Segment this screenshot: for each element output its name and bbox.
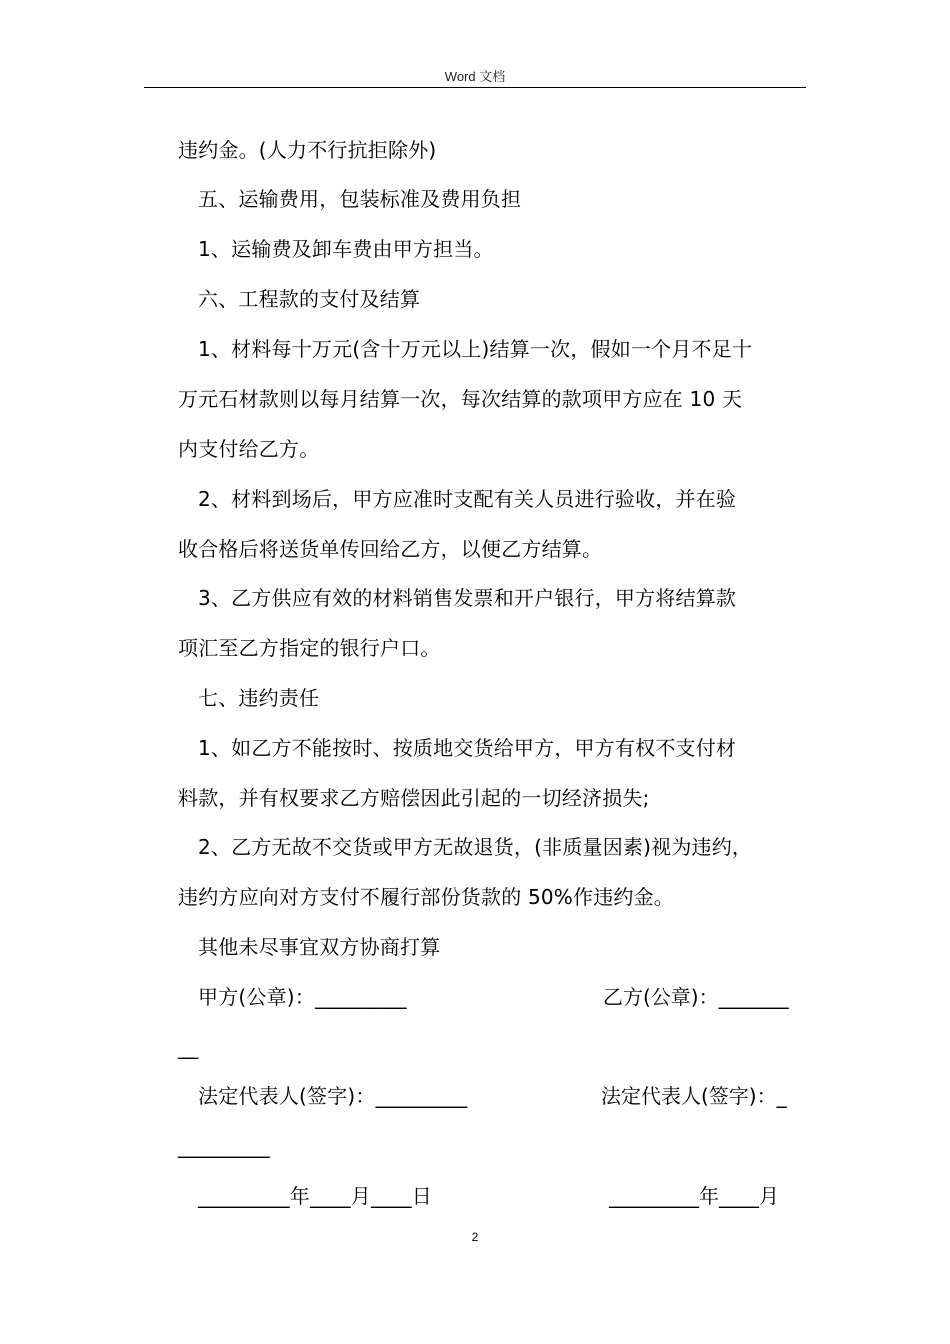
party-b-seal-wrap: __	[178, 1035, 199, 1059]
paragraph-line: 2、材料到场后，甲方应准时支配有关人员进行验收，并在验	[198, 487, 737, 511]
paragraph-line: 收合格后将送货单传回给乙方，以便乙方结算。	[178, 537, 603, 561]
party-b-date: _________年____月	[609, 1184, 779, 1208]
section-heading: 五、运输费用，包装标准及费用负担	[198, 187, 522, 211]
paragraph-line: 1、如乙方不能按时、按质地交货给甲方，甲方有权不支付材	[198, 736, 737, 760]
paragraph-line: 违约方应向对方支付不履行部份货款的 50%作违约金。	[178, 885, 675, 909]
paragraph-line: 万元石材款则以每月结算一次，每次结算的款项甲方应在 10 天	[178, 387, 743, 411]
paragraph-line: 1、运输费及卸车费由甲方担当。	[198, 237, 494, 261]
paragraph-line: 内支付给乙方。	[178, 437, 320, 461]
party-a-date: _________年____月____日	[198, 1184, 432, 1208]
paragraph-line: 2、乙方无故不交货或甲方无故退货，(非质量因素)视为违约，	[198, 835, 753, 859]
paragraph-line: 其他未尽事宜双方协商打算	[198, 935, 441, 959]
section-heading: 六、工程款的支付及结算	[198, 287, 421, 311]
party-b-representative-wrap: _________	[178, 1134, 270, 1158]
party-a-seal: 甲方(公章)：_________	[198, 985, 407, 1009]
paragraph-line: 违约金。(人力不行抗拒除外)	[178, 138, 437, 162]
paragraph-line: 1、材料每十万元(含十万元以上)结算一次，假如一个月不足十	[198, 337, 753, 361]
section-heading: 七、违约责任	[198, 686, 320, 710]
page-number: 2	[471, 1230, 479, 1244]
paragraph-line: 项汇至乙方指定的银行户口。	[178, 636, 441, 660]
paragraph-line: 3、乙方供应有效的材料销售发票和开户银行，甲方将结算款	[198, 586, 737, 610]
paragraph-line: 料款，并有权要求乙方赔偿因此引起的一切经济损失;	[178, 786, 650, 810]
party-b-representative: 法定代表人(签字)：_	[601, 1084, 787, 1108]
header-divider	[144, 87, 806, 88]
page-header: Word 文档	[444, 69, 506, 84]
party-b-seal: 乙方(公章)：_______	[603, 985, 789, 1009]
party-a-representative: 法定代表人(签字)：_________	[198, 1084, 468, 1108]
